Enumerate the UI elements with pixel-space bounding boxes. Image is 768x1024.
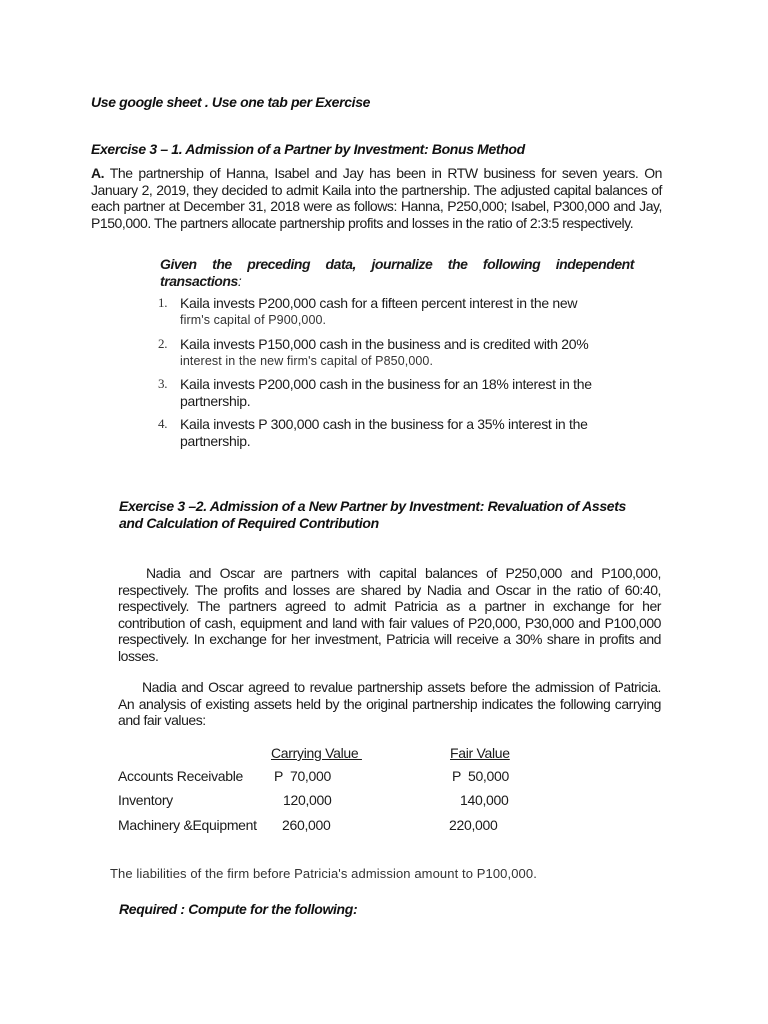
transaction-item-1 (158, 295, 618, 328)
row-label: Accounts Receivable (118, 768, 244, 784)
exercise2-paragraph2: Nadia and Oscar agreed to revalue partnership assets before the admission of Patricia. An analysis of existing assets held by the original partnership indicates the following carrying and fair values: (118, 679, 661, 728)
required-heading: Required : Compute for the following: (119, 901, 358, 917)
transaction-line1: Kaila invests P150,000 cash in the business and is credited with 20% (180, 336, 589, 352)
transaction-item-4 (158, 416, 618, 449)
given-prompt-colon: : (237, 272, 242, 289)
row-label: Inventory (118, 792, 173, 808)
header-carrying-value: Carrying Value (271, 745, 362, 761)
transaction-number: 4. (158, 416, 168, 431)
transaction-line2: partnership. (180, 432, 251, 449)
exercise1-title: Exercise 3 – 1. Admission of a Partner by Investment: Bonus Method (91, 141, 525, 157)
transaction-line1: Kaila invests P200,000 cash for a fifteen percent interest in the new (180, 295, 578, 311)
transaction-number: 2. (158, 336, 168, 351)
given-prompt (160, 256, 634, 289)
transaction-line2: interest in the new firm's capital of P850,000. (180, 353, 434, 368)
row-fair: 140,000 (460, 792, 509, 808)
exercise2-paragraph1: Nadia and Oscar are partners with capital balances of P250,000 and P100,000, respectively. The profits and losses are shared by Nadia and Oscar in the ratio of 60:40, respectively. The partners agreed to admit Patricia as a partner in exchange for her contribution of cash, equipment and land with fair values of P20,000, P30,000 and P100,000 respectively. In exchange for her investment, Patricia will receive a 30% share in profits and losses. (118, 565, 661, 664)
transaction-line2: partnership. (180, 392, 251, 409)
transaction-item-3 (158, 376, 618, 409)
transaction-number: 3. (158, 376, 168, 391)
row-carrying: 120,000 (283, 792, 332, 808)
liabilities-note: The liabilities of the firm before Patricia's admission amount to P100,000. (110, 866, 537, 881)
row-carrying: P 70,000 (274, 768, 331, 784)
exercise1-body: The partnership of Hanna, Isabel and Jay has been in RTW business for seven years. On January 2, 2019, they decided to admit Kaila into the partnership. The adjusted capital balances of each partner at December 31, 2018 were as follows: Hanna, P250,000; Isabel, P300,000 and Jay, P150,000. The partners allocate partnership profits and losses in the ratio of 2:3:5 respectively. (91, 165, 663, 231)
transaction-number: 1. (158, 295, 168, 310)
transaction-line1: Kaila invests P 300,000 cash in the business for a 35% interest in the (180, 416, 588, 432)
header-fair-value: Fair Value (450, 745, 510, 761)
row-fair: 220,000 (449, 817, 498, 833)
exercise2-title (119, 498, 626, 532)
transaction-item-2 (158, 336, 618, 369)
row-carrying: 260,000 (282, 817, 331, 833)
transaction-line2: firm's capital of P900,000. (180, 312, 327, 327)
row-fair: P 50,000 (452, 768, 509, 784)
given-prompt-text: Given the preceding data, journalize the following independent transactions (160, 256, 634, 289)
instruction-text: Use google sheet . Use one tab per Exercise (91, 94, 371, 110)
exercise2-title-line1: Exercise 3 –2. Admission of a New Partner by Investment: Revaluation of Assets (119, 498, 626, 514)
exercise2-title-line2: and Calculation of Required Contribution (119, 515, 379, 531)
transaction-line1: Kaila invests P200,000 cash in the business for an 18% interest in the (180, 376, 592, 392)
part-label: A. (91, 165, 105, 181)
row-label: Machinery &Equipment (118, 817, 257, 833)
exercise1-paragraph (91, 165, 662, 231)
